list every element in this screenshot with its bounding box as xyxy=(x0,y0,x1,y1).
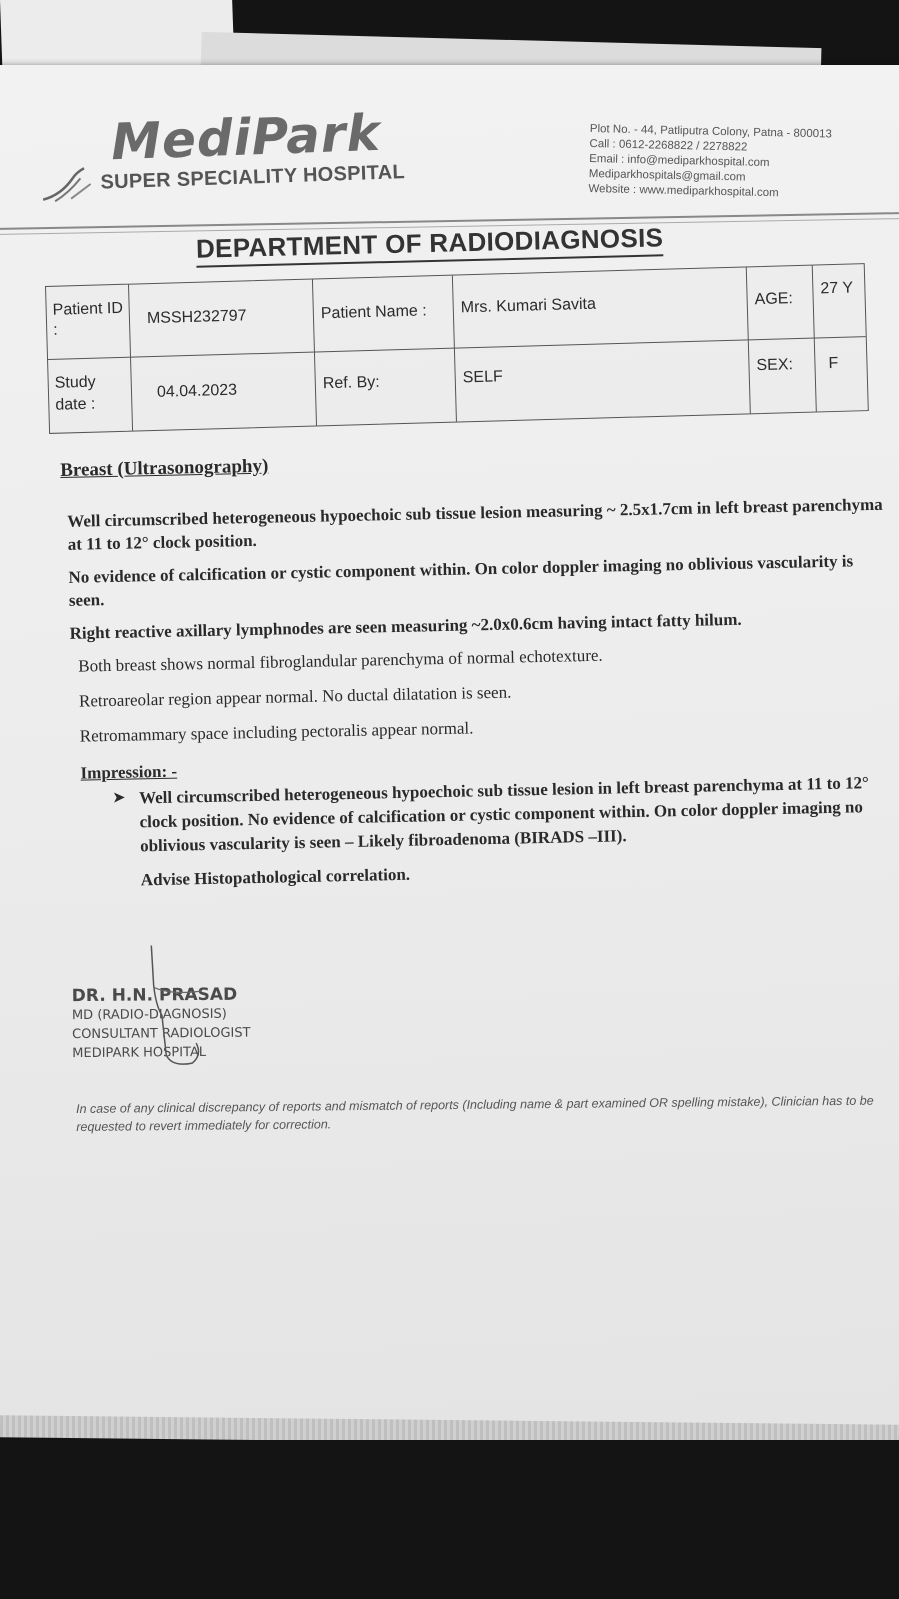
finding-calcification: No evidence of calcification or cystic component within. On color doppler imaging no oblivious vascularity is seen. xyxy=(68,551,854,610)
department-title: DEPARTMENT OF RADIODIAGNOSIS xyxy=(196,222,664,267)
background-table-surface xyxy=(0,1440,899,1599)
doctor-hospital: MEDIPARK HOSPITAL xyxy=(72,1044,207,1062)
doctor-qualification: MD (RADIO-DIAGNOSIS) xyxy=(71,1006,227,1024)
impression-text: Well circumscribed heterogeneous hypoechoic sub tissue lesion in left breast parenchyma at 11 to 12° clock position. No evidence of calcification or cystic component within. On color doppler imaging no oblivious vascularity is seen – Likely fibroadenoma (BIRADS –III). xyxy=(138,773,870,856)
study-date-label: Study date : xyxy=(54,373,96,414)
study-date-value: 04.04.2023 xyxy=(156,381,238,401)
impression-title: Impression: - xyxy=(80,761,178,783)
patient-name-label: Patient Name : xyxy=(320,302,427,323)
report-body xyxy=(60,443,899,892)
hospital-name: MediPark xyxy=(110,103,382,172)
hospital-contact-block xyxy=(588,122,890,204)
finding-lymphnodes: Right reactive axillary lymphnodes are seen measuring ~2.0x0.6cm having intact fatty hilum. xyxy=(69,609,742,643)
age-value: 27 Y xyxy=(820,279,854,298)
finding-retromammary: Retromammary space including pectoralis appear normal. xyxy=(79,718,474,746)
sex-value: F xyxy=(828,354,839,373)
doctor-name: DR. H.N. PRASAD xyxy=(71,984,238,1007)
ref-by-value: SELF xyxy=(462,368,503,387)
contact-phone: Call : 0612-2268822 / 2278822 xyxy=(589,137,748,154)
hospital-subtitle: SUPER SPECIALITY HOSPITAL xyxy=(100,161,406,194)
sex-label: SEX: xyxy=(756,356,794,375)
contact-email: Email : info@mediparkhospital.com xyxy=(589,152,770,170)
hospital-logo xyxy=(38,103,406,225)
contact-address: Plot No. - 44, Patliputra Colony, Patna - 800013 xyxy=(589,122,832,141)
finding-lesion: Well circumscribed heterogeneous hypoechoic sub tissue lesion measuring ~ 2.5x1.7cm in left breast parenchyma at 11 to 12° clock position. xyxy=(67,494,883,554)
signature-block xyxy=(72,984,333,1063)
section-title: Breast (Ultrasonography) xyxy=(60,455,269,481)
ref-by-label: Ref. By: xyxy=(322,373,380,393)
patient-name-value: Mrs. Kumari Savita xyxy=(460,295,597,317)
doctor-designation: CONSULTANT RADIOLOGIST xyxy=(72,1025,251,1043)
patient-id-label: Patient ID : xyxy=(52,299,124,339)
logo-swoosh-icon xyxy=(40,164,101,206)
bullet-arrow-icon: ➤ xyxy=(112,790,125,806)
contact-email-2: Mediparkhospitals@gmail.com xyxy=(588,167,746,184)
advise-text: Advise Histopathological correlation. xyxy=(140,864,411,890)
age-label: AGE: xyxy=(754,290,794,309)
finding-parenchyma: Both breast shows normal fibroglandular parenchyma of normal echotexture. xyxy=(78,645,603,676)
impression-item xyxy=(112,771,898,859)
patient-id-value: MSSH232797 xyxy=(146,307,247,328)
finding-retroareolar: Retroareolar region appear normal. No ductal dilatation is seen. xyxy=(78,682,512,711)
patient-info-table xyxy=(45,263,869,434)
contact-website: Website : www.mediparkhospital.com xyxy=(588,182,779,200)
disclaimer-text: In case of any clinical discrepancy of reports and mismatch of reports (Including name & part examined OR spelling mistake), Clinician has to be requested to revert immediately for correction. xyxy=(76,1093,874,1134)
handwritten-signature-icon xyxy=(131,945,222,1076)
